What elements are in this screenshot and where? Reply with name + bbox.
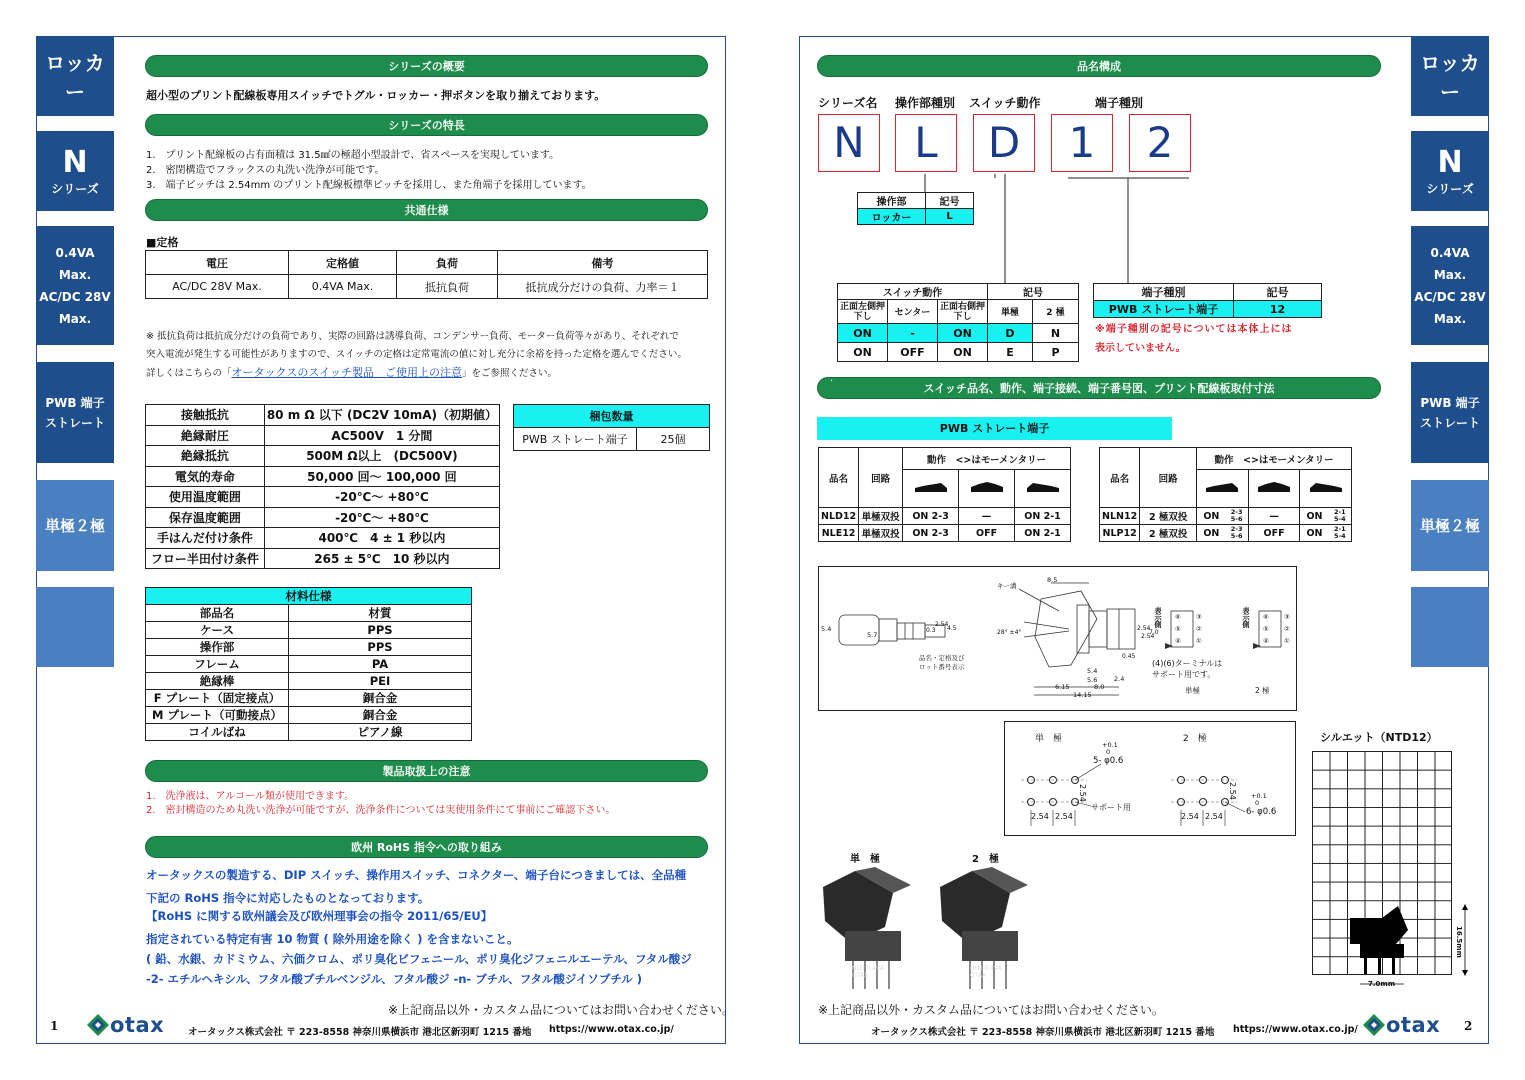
sil-dim-width: 7.0mm: [1368, 980, 1395, 988]
t2-r2-name: NLP12: [1100, 525, 1140, 542]
drw-dim-2-4: 2.4: [1114, 675, 1125, 683]
terminal-code-table: [1093, 283, 1322, 318]
handling-2: 2. 密封構造のため丸洗い洗浄が可能ですが、洗浄条件については実使用条件にて事前にご確認下さい。: [146, 805, 616, 816]
material-part: ケース: [146, 622, 289, 639]
drw-pin-5a: ⑤: [1175, 625, 1181, 633]
product-title-dot: ·: [830, 376, 834, 387]
rohs-3: 【RoHS に関する欧州議会及び欧州理事会の指令 2011/65/EU】: [146, 909, 493, 923]
usage-caution-link[interactable]: オータックスのスイッチ製品 ご使用上の注意: [231, 366, 462, 379]
spec-value: -20℃～ +80℃: [264, 507, 499, 528]
tab-va-4-right: Max.: [1433, 311, 1467, 326]
drw-mark-1: 品名・定格及び: [919, 654, 965, 662]
tab-va-1-right: 0.4VA: [1430, 245, 1470, 260]
footer-url-right[interactable]: https://www.otax.co.jp/: [1233, 1024, 1358, 1035]
spec-value: 400℃ 4 ± 1 秒以内: [264, 528, 499, 549]
spec-row: [146, 425, 500, 446]
t2-r1-tl-b: 5-6: [1230, 515, 1243, 523]
action-r1-single: D: [988, 324, 1033, 343]
drw-dim-8-0: 8.0: [1094, 683, 1105, 691]
pcb-dim-1: 2.54: [1031, 812, 1049, 821]
pcb-dim-5: 2.54: [1078, 784, 1087, 802]
tab-rocker-right: ロッカー: [1411, 36, 1489, 116]
drw-pin-4b: ④: [1263, 637, 1269, 645]
t1-r1-c: ON 2-1: [1015, 508, 1071, 525]
drw-dim-5-6: 5.6: [1087, 676, 1098, 684]
action-r1-center: -: [888, 324, 938, 343]
t2-r2-circuit: 2 極双投: [1140, 525, 1197, 542]
spec-value: -20℃～ +80℃: [264, 487, 499, 508]
terminal-note-2: 表示していません。: [1095, 343, 1186, 354]
footer-address-left: オータックス株式会社 〒 223-8558 神奈川県横浜市 港北区新羽町 1215 番地: [188, 1027, 532, 1038]
drw-face-side-1: 表示側: [1154, 607, 1162, 628]
drw-pin-1b: ①: [1284, 637, 1290, 645]
t2-r2-terms-right: [1329, 525, 1352, 542]
action-head: スイッチ動作: [838, 284, 988, 300]
op-head-code: 記号: [926, 193, 974, 209]
material-part: コイルばね: [146, 724, 289, 741]
rating-head-note: 備考: [498, 251, 708, 275]
otax-wordmark-left: otax: [110, 1013, 165, 1037]
material-value: PA: [289, 656, 472, 673]
drw-dim-8-5: 8.5: [1047, 576, 1058, 584]
label-terminal-type: 端子種別: [1095, 96, 1144, 110]
handling-1: 1. 洗浄液は、アルコール類が使用できます。: [146, 791, 355, 802]
load-note-3-post: 」をご参照ください。: [461, 368, 557, 379]
t1-rocker-right-icon: [1015, 470, 1071, 508]
action-single-pole: 単極: [988, 300, 1033, 324]
rating-head-voltage: 電圧: [146, 251, 289, 275]
material-value: 銅合金: [289, 690, 472, 707]
feature-3: 3. 端子ピッチは 2.54mm のプリント配線板標準ピッチを採用し、また角端子を採用しています。: [146, 180, 592, 191]
action-r2-single: E: [988, 343, 1033, 362]
otax-diamond-icon-right: [1362, 1013, 1388, 1039]
t2-r1-center: —: [1248, 508, 1300, 525]
t2-r2-tr-b: 5-4: [1333, 532, 1346, 540]
dimension-drawing: [818, 566, 1297, 711]
photo-double-pole: [932, 865, 1042, 995]
spec-table: [145, 404, 500, 569]
tab-rocker-left: ロッカー: [36, 36, 114, 116]
load-note-3-pre: 詳しくはこちらの「: [146, 368, 232, 379]
operation-code-table: [857, 192, 974, 225]
action-r2-left: ON: [838, 343, 888, 362]
tab-va-4: Max.: [58, 311, 92, 326]
drw-dim-5-4b: 5.4: [1087, 667, 1098, 675]
tab-rating-left: [36, 226, 114, 345]
tab-blank-right: [1411, 587, 1489, 667]
op-head-type: 操作部: [858, 193, 926, 209]
material-head-part: 部品名: [146, 605, 289, 622]
t2-head-name: 品名: [1100, 448, 1140, 508]
t2-rocker-center-icon: [1248, 470, 1300, 508]
terminal-head-code: 記号: [1234, 284, 1322, 301]
material-value: ピアノ線: [289, 724, 472, 741]
action-right-press: 正面右側押下し: [938, 300, 988, 324]
drw-label-single: 単極: [1185, 686, 1200, 695]
t2-r1-terms-left: [1225, 508, 1248, 525]
tab-va-2: Max.: [58, 267, 92, 282]
pcb-hole-double: 6- φ0.6: [1246, 807, 1277, 817]
t2-r2-center: OFF: [1248, 525, 1300, 542]
product-table-single: [818, 447, 1071, 542]
material-part: F プレート（固定接点）: [146, 690, 289, 707]
t1-r1-b: —: [959, 508, 1015, 525]
rohs-6: -2- エチルヘキシル、フタル酸ブチルベンジル、フタル酸ジ -n- ブチル、フタル酸ジイソブチル ): [146, 972, 643, 986]
footer-url-left[interactable]: https://www.otax.co.jp/: [549, 1024, 674, 1035]
t1-head-name: 品名: [819, 448, 859, 508]
drw-face-side-2: 表示側: [1242, 607, 1250, 628]
packing-title: 梱包数量: [514, 405, 710, 428]
tab-va-3-right: AC/DC 28V: [1414, 289, 1486, 304]
pcb-tol-zero-2: 0: [1255, 799, 1260, 807]
tab-rating-right: [1411, 226, 1489, 345]
product-title: スイッチ品名、動作、端子接続、端子番号図、プリント配線板取付寸法: [817, 377, 1381, 399]
spec-value: 50,000 回～ 100,000 回: [264, 466, 499, 487]
tab-pole-right: 単極２極: [1411, 480, 1489, 571]
t2-rocker-right-icon: [1300, 470, 1352, 508]
terminal-pwb-straight: PWB ストレート端子: [1094, 301, 1234, 318]
tab-pwb-left: [36, 362, 114, 463]
packing-table: [513, 404, 710, 451]
rating-label: ■定格: [146, 236, 179, 249]
page-number-left: 1: [50, 1019, 59, 1033]
action-r2-double: P: [1033, 343, 1079, 362]
action-left-press: 正面左側押下し: [838, 300, 888, 324]
pcb-tol-zero-1: 0: [1106, 748, 1111, 756]
op-code-l: L: [926, 209, 974, 225]
rating-load: 抵抗負荷: [397, 275, 498, 299]
spec-name: 使用温度範囲: [146, 487, 265, 508]
product-table-double: [1099, 447, 1352, 542]
pcb-layout: [1004, 721, 1296, 836]
t2-rocker-left-icon: [1197, 470, 1249, 508]
spec-row: [146, 405, 500, 426]
drw-pin-1a: ①: [1196, 637, 1202, 645]
material-part: M プレート（可動接点）: [146, 707, 289, 724]
drw-dim-4-5: 4.5: [947, 625, 957, 632]
material-row: [146, 673, 472, 690]
material-head-material: 材質: [289, 605, 472, 622]
material-part: 絶縁棒: [146, 673, 289, 690]
packing-qty: 25個: [637, 428, 710, 451]
tab-blank-left: [36, 587, 114, 667]
photo-mark-double-2: OTAX: [970, 972, 987, 979]
photo-label-double: 2 極: [972, 854, 999, 865]
otax-wordmark-right: otax: [1386, 1013, 1441, 1037]
pcb-label-double: 2 極: [1183, 734, 1207, 744]
tab-pwb-1-right: PWB 端子: [1420, 395, 1480, 410]
material-value: PEI: [289, 673, 472, 690]
load-note-1: ※ 抵抗負荷は抵抗成分だけの負荷であり、実際の回路は誘導負荷、コンデンサー負荷、モーター負荷等々があり、それぞれで: [146, 331, 679, 342]
rating-voltage: AC/DC 28V Max.: [146, 275, 289, 299]
spec-row: [146, 487, 500, 508]
t1-r2-c: ON 2-1: [1015, 525, 1071, 542]
drw-pin-5b: ⑤: [1263, 625, 1269, 633]
spec-value: 80 m Ω 以下 (DC2V 10mA)（初期値）: [264, 405, 499, 426]
code-letter-2: 2: [1129, 114, 1191, 172]
action-r1-left: ON: [838, 324, 888, 343]
action-r1-double: N: [1033, 324, 1079, 343]
code-letter-l: L: [895, 114, 957, 172]
action-code-table: [837, 283, 1079, 362]
pwb-straight-bar: PWB ストレート端子: [817, 417, 1172, 440]
tab-series-label-right: シリーズ: [1426, 181, 1474, 196]
tab-n-letter-right: N: [1437, 144, 1463, 180]
material-row: [146, 656, 472, 673]
rating-note: 抵抗成分だけの負荷、力率＝１: [498, 275, 708, 299]
footer-address-right: オータックス株式会社 〒 223-8558 神奈川県横浜市 港北区新羽町 1215 番地: [871, 1027, 1215, 1038]
tab-pwb-2-right: ストレート: [1419, 415, 1480, 430]
drw-pin-4a: ④: [1175, 637, 1181, 645]
rohs-5: ( 鉛、水銀、カドミウム、六価クロム、ポリ臭化ビフェニール、ポリ臭化ジフェニルエーテル、フタル酸ジ: [146, 952, 692, 966]
tab-va-2-right: Max.: [1433, 267, 1467, 282]
drw-pin-2a: ②: [1196, 625, 1202, 633]
rohs-title: 欧州 RoHS 指令への取り組み: [145, 836, 708, 858]
rating-head-value: 定格値: [289, 251, 397, 275]
silhouette-label: シルエット（NTD12）: [1320, 731, 1438, 744]
drw-pin-3a: ③: [1196, 613, 1202, 621]
sil-dim-height: 16.5mm: [1455, 926, 1463, 958]
t2-r2-tl-a: 2-3: [1230, 525, 1243, 533]
t1-r1-a: ON 2-3: [903, 508, 959, 525]
material-value: PPS: [289, 639, 472, 656]
drw-dim-2-54b: 2.54: [1137, 625, 1151, 632]
t2-head-action: 動作 <>はモーメンタリー: [1197, 448, 1352, 470]
t1-r2-b: OFF: [959, 525, 1015, 542]
t2-r1-terms-right: [1329, 508, 1352, 525]
op-rocker: ロッカー: [858, 209, 926, 225]
material-row: [146, 639, 472, 656]
drw-dim-7-0: 7.0: [1149, 629, 1159, 636]
page-number-right: 2: [1464, 1019, 1473, 1033]
spec-name: フロー半田付け条件: [146, 548, 265, 569]
photo-mark-single-1: NLD 0.4VA: [852, 965, 884, 972]
t2-r1-circuit: 2 極双投: [1140, 508, 1197, 525]
packing-type: PWB ストレート端子: [514, 428, 637, 451]
drw-pin-3b: ③: [1284, 613, 1290, 621]
pcb-tol-plus-2: +0.1: [1251, 792, 1267, 800]
t2-r2-on-left: ON: [1197, 525, 1226, 542]
material-table: [145, 587, 472, 741]
t2-r1-on-left: ON: [1197, 508, 1226, 525]
material-row: [146, 724, 472, 741]
terminal-code-12: 12: [1234, 301, 1322, 318]
t1-r1-circuit: 単極双投: [859, 508, 903, 525]
tab-n-series-right: [1411, 131, 1489, 211]
code-letter-n: N: [818, 114, 880, 172]
pcb-dim-3: 2.54: [1181, 812, 1199, 821]
drw-dim-5-7: 5.7: [867, 631, 878, 639]
drw-dim-0-45: 0.45: [1122, 653, 1136, 660]
t2-r1-name: NLN12: [1100, 508, 1140, 525]
photo-single-pole: [815, 865, 925, 995]
tab-pwb-1: PWB 端子: [45, 395, 105, 410]
drw-key-groove: キー溝: [997, 582, 1017, 590]
action-r1-right: ON: [938, 324, 988, 343]
material-part: フレーム: [146, 656, 289, 673]
t1-r1-name: NLD12: [819, 508, 859, 525]
drw-dim-2-54c: 2.54: [1141, 633, 1155, 640]
label-series-name: シリーズ名: [818, 96, 878, 110]
feature-2: 2. 密閉構造でフラックスの丸洗い洗浄が可能です。: [146, 165, 385, 176]
drw-dim-14-15: 14.15: [1073, 691, 1092, 699]
photo-label-single: 単 極: [850, 854, 880, 865]
rating-value: 0.4VA Max.: [289, 275, 397, 299]
tab-va-1: 0.4VA: [55, 245, 95, 260]
t2-r2-tl-b: 5-6: [1230, 532, 1243, 540]
material-value: PPS: [289, 622, 472, 639]
t1-r2-name: NLE12: [819, 525, 859, 542]
spec-row: [146, 466, 500, 487]
rohs-1: オータックスの製造する、DIP スイッチ、操作用スイッチ、コネクター、端子台につきましては、全品種: [146, 868, 687, 882]
spec-name: 絶縁抵抗: [146, 446, 265, 467]
photo-mark-single-2: OTAX: [852, 972, 869, 979]
feature-1: 1. プリント配線板の占有面積は 31.5㎟の極超小型設計で、省スペースを実現しています。: [146, 150, 560, 161]
action-r2-right: ON: [938, 343, 988, 362]
label-switch-action: スイッチ動作: [969, 96, 1041, 110]
pcb-dim-2: 2.54: [1055, 812, 1073, 821]
spec-value: 500M Ω以上 (DC500V): [264, 446, 499, 467]
silhouette-shape: [1340, 900, 1525, 990]
rating-table: [145, 250, 708, 299]
pcb-dim-4: 2.54: [1205, 812, 1223, 821]
spec-value: AC500V 1 分間: [264, 425, 499, 446]
spec-name: 電気的寿命: [146, 466, 265, 487]
drw-dim-0-3: 0.3: [926, 627, 936, 634]
spec-name: 手はんだ付け条件: [146, 528, 265, 549]
drw-mark-2: ロット番号表示: [919, 663, 965, 671]
overview-title: シリーズの概要: [145, 55, 708, 77]
t1-head-action: 動作 <>はモーメンタリー: [903, 448, 1071, 470]
spec-name: 接触抵抗: [146, 405, 265, 426]
material-title: 材料仕様: [146, 588, 472, 605]
pcb-tol-plus-1: +0.1: [1102, 741, 1118, 749]
t1-rocker-center-icon: [959, 470, 1015, 508]
t2-r1-on-right: ON: [1300, 508, 1329, 525]
tab-pwb-right: [1411, 362, 1489, 463]
load-note-2: 突入電流が発生する可能性がありますので、スイッチの定格は定常電流の値に対し充分に余裕を持った定格を選んでください。: [146, 349, 687, 360]
code-letter-1: 1: [1051, 114, 1113, 172]
pcb-label-single: 単 極: [1035, 734, 1063, 744]
pcb-dim-6: 2.54: [1228, 782, 1237, 800]
material-part: 操作部: [146, 639, 289, 656]
rohs-4: 指定されている特定有害 10 物質 ( 除外用途を除く ) を含まないこと。: [146, 932, 519, 946]
spec-name: 絶縁耐圧: [146, 425, 265, 446]
code-letter-d: D: [973, 114, 1035, 172]
pcb-hole-single: 5- φ0.6: [1093, 756, 1124, 766]
t2-r2-terms-left: [1225, 525, 1248, 542]
drw-dim-5-4: 5.4: [821, 625, 832, 633]
t1-r2-a: ON 2-3: [903, 525, 959, 542]
t1-head-circuit: 回路: [859, 448, 903, 508]
drw-support-2: サポート用です。: [1152, 670, 1216, 679]
spec-row: [146, 548, 500, 569]
t2-r1-tl-a: 2-3: [1230, 508, 1243, 516]
drw-pin-6a: ⑥: [1175, 613, 1181, 621]
material-row: [146, 690, 472, 707]
rating-head-load: 負荷: [397, 251, 498, 275]
material-row: [146, 622, 472, 639]
features-title: シリーズの特長: [145, 114, 708, 136]
t2-r2-tr-a: 2-1: [1333, 525, 1346, 533]
action-center: センター: [888, 300, 938, 324]
label-operation-type: 操作部種別: [895, 96, 956, 110]
material-value: 銅合金: [289, 707, 472, 724]
drw-dim-2-54a: 2.54: [935, 621, 949, 628]
drw-dim-28deg: 28° ±4°: [997, 629, 1022, 636]
t1-rocker-left-icon: [903, 470, 959, 508]
otax-diamond-icon: [86, 1013, 112, 1039]
action-r2-center: OFF: [888, 343, 938, 362]
drw-dim-6-15: 6.15: [1055, 683, 1070, 691]
t1-r2-circuit: 単極双投: [859, 525, 903, 542]
t2-r1-tr-a: 2-1: [1333, 508, 1346, 516]
drw-label-double: 2 極: [1255, 686, 1270, 695]
tab-pole-left: 単極２極: [36, 480, 114, 571]
otax-logo-right: [1362, 1013, 1452, 1039]
photo-mark-double-1: NLN 0.4VA: [970, 965, 1002, 972]
handling-title: 製品取扱上の注意: [145, 760, 708, 782]
spec-name: 保存温度範囲: [146, 507, 265, 528]
t2-head-circuit: 回路: [1140, 448, 1197, 508]
common-spec-title: 共通仕様: [145, 199, 708, 221]
drw-pin-6b: ⑥: [1263, 613, 1269, 621]
custom-note-right: ※上記商品以外・カスタム品についてはお問い合わせください。: [818, 1003, 1164, 1017]
spec-row: [146, 446, 500, 467]
action-double-pole: 2 極: [1033, 300, 1079, 324]
rohs-2: 下記の RoHS 指令に対応したものとなっております。: [146, 891, 430, 905]
otax-logo-left: [86, 1013, 176, 1039]
drw-pin-2b: ②: [1284, 625, 1290, 633]
t2-r1-tr-b: 5-4: [1333, 515, 1346, 523]
tab-va-3: AC/DC 28V: [39, 289, 111, 304]
action-code-head: 記号: [988, 284, 1079, 300]
spec-row: [146, 528, 500, 549]
naming-title: 品名構成: [817, 55, 1381, 77]
tab-n-letter: N: [62, 144, 88, 180]
pcb-support-label: サポート用: [1091, 803, 1131, 812]
spec-row: [146, 507, 500, 528]
terminal-note-1: ※端子種別の記号については本体上には: [1095, 324, 1293, 335]
terminal-head-type: 端子種別: [1094, 284, 1234, 301]
material-row: [146, 707, 472, 724]
spec-value: 265 ± 5℃ 10 秒以内: [264, 548, 499, 569]
tab-pwb-2: ストレート: [44, 415, 105, 430]
overview-text: 超小型のプリント配線板専用スイッチでトグル・ロッカー・押ボタンを取り揃えております。: [146, 89, 606, 102]
tab-series-label: シリーズ: [51, 181, 99, 196]
load-note-3: [146, 364, 557, 380]
drw-support-1: (4)(6)ターミナルは: [1152, 659, 1223, 668]
t2-r2-on-right: ON: [1300, 525, 1329, 542]
custom-note-left: ※上記商品以外・カスタム品についてはお問い合わせください。: [388, 1003, 734, 1017]
tab-n-series-left: [36, 131, 114, 211]
